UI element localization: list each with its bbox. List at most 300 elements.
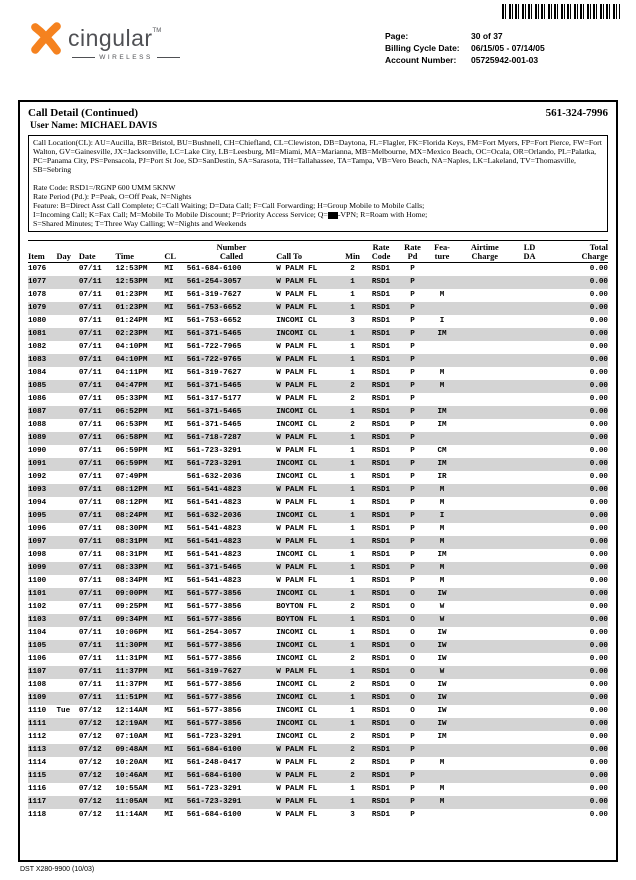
cell-number: 561-684-6100	[186, 772, 242, 781]
cell-time: 02:23PM	[115, 330, 148, 339]
cell-day	[56, 601, 78, 614]
cell-ld_da	[512, 601, 547, 614]
cell-rate_code: RSD1	[371, 317, 391, 326]
cell-min: 1	[350, 369, 355, 378]
cell-feature: M	[439, 369, 445, 378]
cell-call_to: INCOMI CL	[276, 590, 318, 599]
cell-call_to: W PALM FL	[276, 434, 318, 443]
call-row	[28, 731, 608, 744]
cell-time: 08:33PM	[115, 564, 148, 573]
cell-rate_code: RSD1	[371, 525, 391, 534]
cell-airtime	[457, 679, 512, 692]
cell-time: 09:48AM	[115, 746, 148, 755]
call-row	[28, 289, 608, 302]
cell-rate_pd: P	[410, 434, 415, 443]
cell-rate_pd: P	[410, 811, 415, 820]
cell-number: 561-541-4823	[186, 551, 242, 560]
cell-cl: MI	[164, 694, 174, 703]
cell-item: 1109	[28, 694, 47, 703]
cell-ld_da	[512, 614, 547, 627]
cell-item: 1114	[28, 759, 47, 768]
cell-number: 561-718-7287	[186, 434, 242, 443]
cell-rate_pd: O	[410, 655, 415, 664]
cell-airtime	[457, 744, 512, 757]
cell-feature: M	[439, 798, 445, 807]
cell-day	[56, 354, 78, 367]
legend-box	[28, 135, 608, 232]
cell-cl: MI	[164, 304, 174, 313]
cell-total: 0.00	[589, 512, 608, 521]
cell-feature: M	[439, 759, 445, 768]
cell-airtime	[457, 588, 512, 601]
cell-total: 0.00	[589, 733, 608, 742]
cell-feature: IW	[437, 642, 447, 651]
cell-rate_code: RSD1	[371, 382, 391, 391]
cell-rate_code: RSD1	[371, 304, 391, 313]
cell-date: 07/12	[78, 759, 102, 768]
cell-airtime	[457, 653, 512, 666]
cell-day	[56, 393, 78, 406]
call-row	[28, 601, 608, 614]
cell-cl: MI	[164, 538, 174, 547]
cell-time: 01:24PM	[115, 317, 148, 326]
cell-total: 0.00	[589, 798, 608, 807]
cell-call_to: W PALM FL	[276, 772, 318, 781]
cell-time: 08:31PM	[115, 538, 148, 547]
cell-day	[56, 549, 78, 562]
account-number-row	[385, 54, 611, 66]
call-detail-section	[18, 100, 618, 862]
cell-feature: IW	[437, 707, 447, 716]
cell-ld_da	[512, 406, 547, 419]
cell-ld_da	[512, 510, 547, 523]
call-row	[28, 315, 608, 328]
call-row	[28, 562, 608, 575]
cell-item: 1094	[28, 499, 47, 508]
cell-airtime	[457, 666, 512, 679]
cell-total: 0.00	[589, 616, 608, 625]
cell-time: 12:53PM	[115, 265, 148, 274]
form-code: DST X280-9900 (10/03)	[20, 866, 95, 873]
cell-rate_code: RSD1	[371, 668, 391, 677]
cell-item: 1110	[28, 707, 47, 716]
cell-feature: IM	[437, 733, 447, 742]
cell-feature: IW	[437, 694, 447, 703]
cell-rate_pd: O	[410, 603, 415, 612]
cell-rate_pd: P	[410, 499, 415, 508]
cell-item: 1090	[28, 447, 47, 456]
cell-rate_code: RSD1	[371, 538, 391, 547]
cell-airtime	[457, 367, 512, 380]
cell-rate_pd: P	[410, 785, 415, 794]
tagline-text: WIRELESS	[99, 54, 153, 61]
cell-airtime	[457, 640, 512, 653]
cell-day	[56, 328, 78, 341]
table-header	[28, 241, 608, 263]
cell-ld_da	[512, 419, 547, 432]
cell-cl: MI	[164, 434, 174, 443]
cell-feature: IM	[437, 408, 447, 417]
cell-rate_pd: P	[410, 538, 415, 547]
cell-cl: MI	[164, 668, 174, 677]
call-row	[28, 770, 608, 783]
billing-cycle-value: 06/15/05 - 07/14/05	[471, 43, 545, 53]
cell-date: 07/11	[78, 395, 102, 404]
cell-airtime	[457, 315, 512, 328]
cell-number: 561-723-3291	[186, 460, 242, 469]
call-row	[28, 328, 608, 341]
cell-day	[56, 458, 78, 471]
cell-time: 10:55AM	[115, 785, 148, 794]
cell-day	[56, 627, 78, 640]
cell-min: 1	[350, 356, 355, 365]
cell-ld_da	[512, 367, 547, 380]
cell-airtime	[457, 432, 512, 445]
rate-code-line: Rate Code: RSD1=/RGNP 600 UMM 5KNW	[33, 183, 176, 193]
cell-date: 07/11	[78, 590, 102, 599]
cell-item: 1081	[28, 330, 47, 339]
cell-min: 1	[350, 798, 355, 807]
call-row	[28, 393, 608, 406]
cell-number: 561-722-7965	[186, 343, 242, 352]
feature-legend-line1: Feature: B=Direct Asst Call Complete; C=Call Waiting; D=Data Call; F=Call Forwarding; H=Group Mobile to Mobile Calls;	[33, 201, 425, 211]
cell-feature: M	[439, 525, 445, 534]
cell-time: 12:14AM	[115, 707, 148, 716]
cell-day	[56, 679, 78, 692]
cell-number: 561-722-9765	[186, 356, 242, 365]
cell-cl: MI	[164, 720, 174, 729]
cell-number: 561-723-3291	[186, 447, 242, 456]
cell-day	[56, 653, 78, 666]
cell-cl: MI	[164, 512, 174, 521]
cell-call_to: INCOMI CL	[276, 629, 318, 638]
cell-feature: IW	[437, 681, 447, 690]
call-row	[28, 718, 608, 731]
cell-feature	[427, 770, 458, 783]
call-row	[28, 783, 608, 796]
cell-ld_da	[512, 263, 547, 277]
cell-airtime	[457, 341, 512, 354]
cell-rate_code: RSD1	[371, 642, 391, 651]
cell-rate_code: RSD1	[371, 447, 391, 456]
cell-rate_code: RSD1	[371, 629, 391, 638]
cell-number: 561-371-5465	[186, 330, 242, 339]
cell-ld_da	[512, 692, 547, 705]
cell-cl: MI	[164, 343, 174, 352]
cell-rate_pd: P	[410, 798, 415, 807]
cell-min: 1	[350, 512, 355, 521]
cell-time: 06:53PM	[115, 421, 148, 430]
cell-ld_da	[512, 731, 547, 744]
cell-item: 1104	[28, 629, 47, 638]
cell-time: 09:25PM	[115, 603, 148, 612]
call-row	[28, 510, 608, 523]
cell-airtime	[457, 562, 512, 575]
cell-call_to: INCOMI CL	[276, 655, 318, 664]
cell-time: 07:49PM	[115, 473, 148, 482]
cell-cl: MI	[164, 330, 174, 339]
cell-rate_pd: O	[410, 616, 415, 625]
cell-date: 07/12	[78, 811, 102, 820]
cell-ld_da	[512, 471, 547, 484]
cell-call_to: INCOMI CL	[276, 694, 318, 703]
call-row	[28, 705, 608, 718]
cell-ld_da	[512, 289, 547, 302]
cell-time: 12:53PM	[115, 278, 148, 287]
cell-number: 561-541-4823	[186, 486, 242, 495]
cell-feature: IM	[437, 330, 447, 339]
cell-time: 08:31PM	[115, 551, 148, 560]
cell-rate_code: RSD1	[371, 486, 391, 495]
cell-rate_code: RSD1	[371, 395, 391, 404]
cell-min: 1	[350, 473, 355, 482]
cell-airtime	[457, 497, 512, 510]
cell-day	[56, 666, 78, 679]
cell-rate_pd: O	[410, 720, 415, 729]
cell-min: 1	[350, 720, 355, 729]
cell-cl: MI	[164, 629, 174, 638]
cell-ld_da	[512, 653, 547, 666]
cell-rate_pd: P	[410, 291, 415, 300]
cell-ld_da	[512, 523, 547, 536]
cell-ld_da	[512, 341, 547, 354]
cell-day: Tue	[56, 707, 71, 716]
cell-airtime	[457, 627, 512, 640]
cell-item: 1084	[28, 369, 47, 378]
redaction-box	[328, 212, 338, 219]
cell-rate_code: RSD1	[371, 720, 391, 729]
cell-total: 0.00	[589, 265, 608, 274]
cell-time: 11:30PM	[115, 642, 148, 651]
cell-item: 1078	[28, 291, 47, 300]
cell-total: 0.00	[589, 382, 608, 391]
cell-rate_code: RSD1	[371, 460, 391, 469]
cell-number: 561-577-3856	[186, 720, 242, 729]
cell-total: 0.00	[589, 681, 608, 690]
cell-min: 1	[350, 408, 355, 417]
cell-rate_code: RSD1	[371, 278, 391, 287]
cell-total: 0.00	[589, 421, 608, 430]
cell-min: 2	[350, 759, 355, 768]
call-row	[28, 523, 608, 536]
cell-item: 1077	[28, 278, 47, 287]
call-row	[28, 679, 608, 692]
cell-time: 08:24PM	[115, 512, 148, 521]
cell-feature: M	[439, 486, 445, 495]
cell-rate_pd: P	[410, 772, 415, 781]
cell-feature: M	[439, 382, 445, 391]
cell-ld_da	[512, 562, 547, 575]
cell-call_to: INCOMI CL	[276, 681, 318, 690]
cell-number: 561-319-7627	[186, 291, 242, 300]
cell-rate_pd: P	[410, 317, 415, 326]
cell-call_to: INCOMI CL	[276, 720, 318, 729]
cell-item: 1117	[28, 798, 47, 807]
call-row	[28, 276, 608, 289]
cell-rate_code: RSD1	[371, 616, 391, 625]
cell-total: 0.00	[589, 408, 608, 417]
cell-number: 561-723-3291	[186, 798, 242, 807]
cell-min: 1	[350, 564, 355, 573]
cell-number: 561-541-4823	[186, 577, 242, 586]
cell-rate_code: RSD1	[371, 421, 391, 430]
cell-rate_pd: P	[410, 408, 415, 417]
cell-total: 0.00	[589, 551, 608, 560]
cell-date: 07/12	[78, 798, 102, 807]
barcode	[502, 4, 620, 19]
cell-time: 06:52PM	[115, 408, 148, 417]
cell-feature: M	[439, 577, 445, 586]
cell-airtime	[457, 289, 512, 302]
cell-feature: IM	[437, 460, 447, 469]
col-header-item: Item	[28, 241, 56, 263]
cell-date: 07/12	[78, 720, 102, 729]
cell-airtime	[457, 393, 512, 406]
cell-feature: IW	[437, 590, 447, 599]
cell-day	[56, 432, 78, 445]
cell-min: 2	[350, 655, 355, 664]
col-header-day: Day	[56, 241, 78, 263]
cell-day	[56, 484, 78, 497]
cell-date: 07/11	[78, 616, 102, 625]
cell-date: 07/11	[78, 447, 102, 456]
cell-item: 1085	[28, 382, 47, 391]
cell-number: 561-632-2036	[186, 512, 242, 521]
call-row	[28, 445, 608, 458]
cell-time: 08:30PM	[115, 525, 148, 534]
cell-day	[56, 757, 78, 770]
cell-airtime	[457, 484, 512, 497]
call-row	[28, 367, 608, 380]
cell-time: 11:14AM	[115, 811, 148, 820]
cell-day	[56, 276, 78, 289]
cell-day	[56, 731, 78, 744]
cell-call_to: W PALM FL	[276, 668, 318, 677]
cell-cl: MI	[164, 447, 174, 456]
call-row	[28, 471, 608, 484]
cell-cl: MI	[164, 356, 174, 365]
cell-day	[56, 263, 78, 277]
cell-rate_pd: P	[410, 369, 415, 378]
cell-total: 0.00	[589, 564, 608, 573]
cell-ld_da	[512, 666, 547, 679]
cell-total: 0.00	[589, 499, 608, 508]
col-header-rate_code: Rate Code	[364, 241, 399, 263]
cell-total: 0.00	[589, 369, 608, 378]
cell-rate_pd: O	[410, 707, 415, 716]
cell-day	[56, 315, 78, 328]
page-info	[385, 30, 611, 66]
cell-cl: MI	[164, 395, 174, 404]
cell-airtime	[457, 354, 512, 367]
cell-airtime	[457, 406, 512, 419]
feature-line2-post: -VPN; R=Roam with Home;	[337, 210, 428, 220]
cell-rate_pd: P	[410, 733, 415, 742]
trademark-mark: TM	[152, 28, 162, 34]
cell-call_to: INCOMI CL	[276, 642, 318, 651]
cell-call_to: W PALM FL	[276, 759, 318, 768]
cell-rate_code: RSD1	[371, 551, 391, 560]
cell-ld_da	[512, 796, 547, 809]
cell-number: 561-371-5465	[186, 421, 242, 430]
cell-cl: MI	[164, 746, 174, 755]
cell-day	[56, 471, 78, 484]
cell-cl: MI	[164, 759, 174, 768]
cell-time: 04:10PM	[115, 343, 148, 352]
cell-time: 07:10AM	[115, 733, 148, 742]
cell-day	[56, 692, 78, 705]
cell-airtime	[457, 263, 512, 277]
cell-min: 1	[350, 525, 355, 534]
cell-call_to: W PALM FL	[276, 304, 318, 313]
cell-airtime	[457, 458, 512, 471]
cell-total: 0.00	[589, 707, 608, 716]
cell-number: 561-577-3856	[186, 655, 242, 664]
cell-total: 0.00	[589, 759, 608, 768]
cell-call_to: BOYTON FL	[276, 616, 318, 625]
call-row	[28, 497, 608, 510]
cell-total: 0.00	[589, 278, 608, 287]
cell-call_to: W PALM FL	[276, 356, 318, 365]
call-row	[28, 458, 608, 471]
cell-min: 1	[350, 668, 355, 677]
cell-ld_da	[512, 445, 547, 458]
cell-rate_pd: P	[410, 278, 415, 287]
cell-day	[56, 536, 78, 549]
cell-item: 1106	[28, 655, 47, 664]
cell-min: 1	[350, 694, 355, 703]
cell-cl: MI	[164, 564, 174, 573]
cell-number: 561-684-6100	[186, 811, 242, 820]
cell-feature: IW	[437, 720, 447, 729]
call-row	[28, 653, 608, 666]
col-header-time: Time	[115, 241, 164, 263]
cell-min: 1	[350, 616, 355, 625]
cell-time: 06:59PM	[115, 460, 148, 469]
cell-total: 0.00	[589, 473, 608, 482]
cell-feature	[427, 276, 458, 289]
cell-day	[56, 770, 78, 783]
cell-day	[56, 406, 78, 419]
cell-total: 0.00	[589, 486, 608, 495]
cell-time: 09:34PM	[115, 616, 148, 625]
call-row	[28, 666, 608, 679]
cell-ld_da	[512, 354, 547, 367]
cell-min: 2	[350, 746, 355, 755]
cell-rate_pd: P	[410, 460, 415, 469]
cell-call_to: W PALM FL	[276, 369, 318, 378]
cell-cl: MI	[164, 369, 174, 378]
cell-min: 1	[350, 642, 355, 651]
cell-cl: MI	[164, 551, 174, 560]
cell-item: 1095	[28, 512, 47, 521]
brand-name: cingular	[68, 24, 153, 51]
cell-cl: MI	[164, 733, 174, 742]
tagline-rule-right	[157, 57, 180, 58]
cell-day	[56, 575, 78, 588]
cell-min: 1	[350, 304, 355, 313]
cell-number: 561-753-6652	[186, 304, 242, 313]
cell-min: 1	[350, 499, 355, 508]
cell-rate_pd: P	[410, 759, 415, 768]
cell-total: 0.00	[589, 746, 608, 755]
call-row	[28, 302, 608, 315]
cell-call_to: INCOMI CL	[276, 473, 318, 482]
cell-min: 3	[350, 317, 355, 326]
cell-ld_da	[512, 705, 547, 718]
cell-airtime	[457, 770, 512, 783]
cell-cl: MI	[164, 291, 174, 300]
